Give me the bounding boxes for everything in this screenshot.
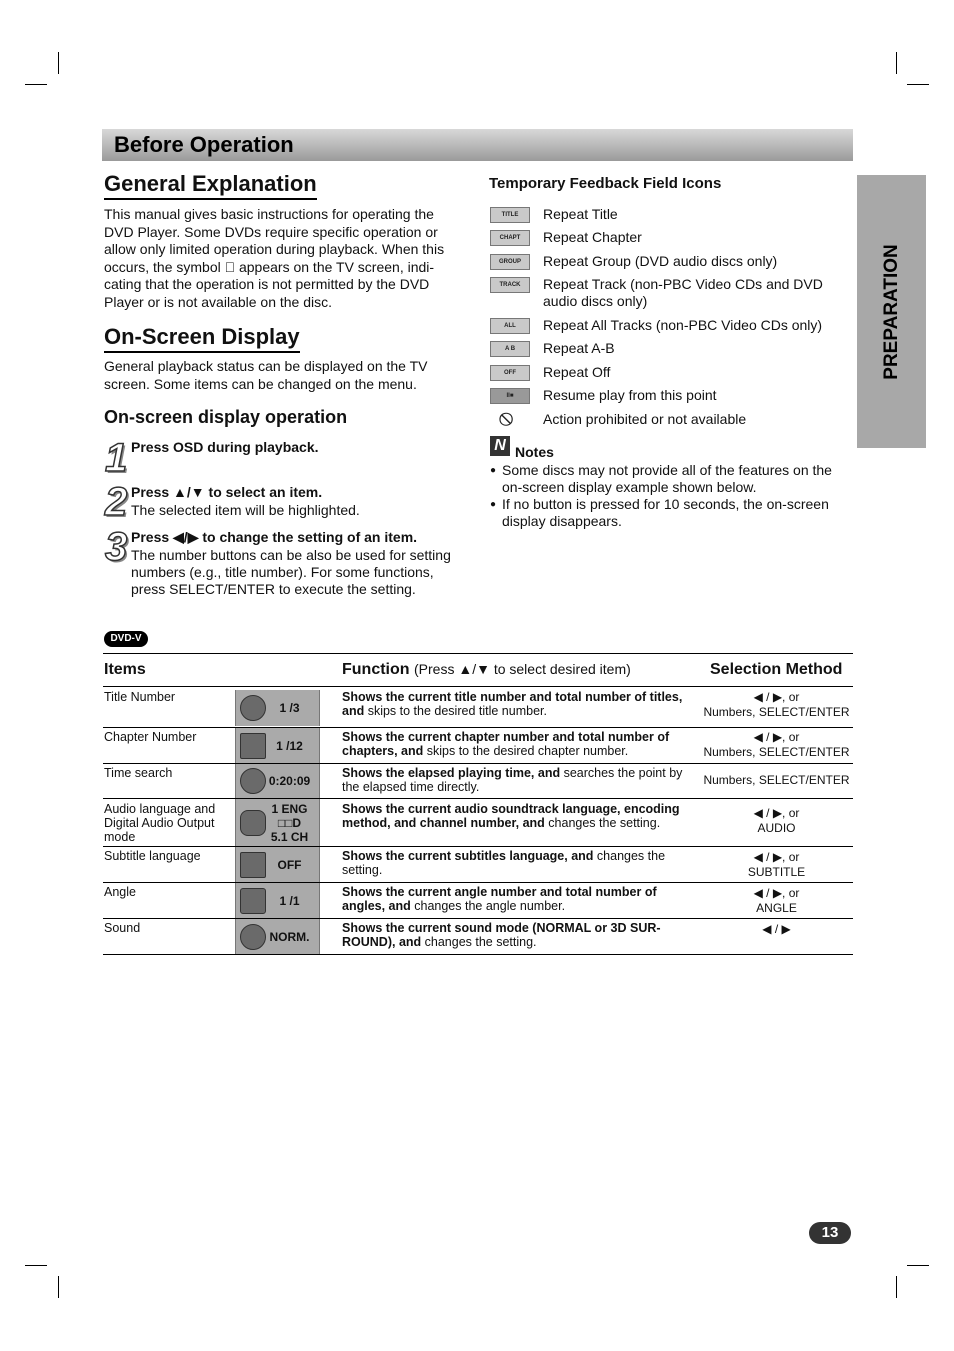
function-bold: Shows the current subtitles language, and [342,849,594,863]
osd-value [264,799,315,846]
table-row-function [342,849,692,878]
step-desc: The selected item will be highlighted. [131,502,360,518]
banner-title: Before Operation [114,132,294,157]
table-row-item: Sound [104,921,141,935]
selection-line1: ◀ / ▶, or [753,730,800,744]
crop-mark [58,52,59,74]
side-tab [857,175,926,448]
step-title: Press OSD during playback. [131,439,319,455]
header-selection: Selection Method [710,661,843,678]
osd-value-text: 1 /12 [276,738,303,753]
function-rest: changes the setting. [421,935,537,950]
selection-line1: ◀ / ▶, or [753,690,800,704]
step-number: 3 [105,525,128,569]
feedback-text: Repeat Title [543,206,618,222]
table-rule [103,798,853,799]
osd-subheading: On-screen display operation [104,407,348,427]
osd-display [235,690,320,726]
table-row-function [342,802,692,831]
selection-line1: ◀ / ▶, or [753,850,800,864]
note-item: ● If no button is pressed for 10 seconds, the on-screen display disappears. [490,496,852,530]
table-rule [103,686,853,687]
selection-line1: ◀ / ▶, or [753,806,800,820]
table-rule [103,763,853,764]
table-row-item: Title Number [104,690,176,704]
general-body: This manual gives basic instructions for operating the DVD Player. Some DVDs require specific operation or allow only limited operation during playback. When this occurs, the symbol ⃠ appears on the TV screen, indi-cating that the operation is not permitted by the DVD Player or is not available on the disc. [104,206,445,310]
feedback-text: Repeat Off [543,364,611,380]
osd-value-text: 0:20:09 [268,774,311,788]
osd-value [264,847,315,882]
table-row-item: Chapter Number [104,730,197,744]
feedback-text: Resume play from this point [543,387,717,403]
crop-mark [896,52,897,74]
osd-value-text: □□D [277,815,302,830]
osd-value [264,690,315,726]
table-rule [103,954,853,955]
function-bold: Shows the current angle number and total number of angles, and [342,885,657,914]
table-row-selection [700,730,853,760]
function-rest: changes the setting. [544,816,661,831]
step-title: Press ▲/▼ to select an item. [131,484,323,500]
step-number: 2 [105,480,128,524]
osd-display [235,799,320,846]
header-function-note: (Press ▲/▼ to select desired item) [414,661,631,677]
osd-value-text: 1 /1 [279,893,300,908]
subtitle-icon [240,852,266,878]
crop-mark [25,1265,47,1266]
repeat-ab-icon: A B [490,341,530,357]
step-desc: The number buttons can be also be used for setting numbers (e.g., title number). For some functions, press SELECT/ENTER to execute the setting. [131,547,451,598]
notes-title: Notes [515,444,554,460]
osd-display [235,764,320,798]
selection-line2: Numbers, SELECT/ENTER [703,705,850,719]
function-rest: skips to the desired title number. [364,704,547,719]
crop-mark [896,1276,897,1298]
title-disc-icon [240,695,266,721]
function-rest: changes the setting. [342,849,666,878]
osd-value-text: 1 /3 [279,701,300,715]
selection-line2: AUDIO [757,821,796,835]
selection-line1: ◀ / ▶, or [753,886,800,900]
table-row-function [342,885,692,914]
function-bold: Shows the current audio soundtrack language, encoding method, and channel number, and [342,802,680,831]
osd-value [264,764,315,798]
table-row-selection [700,773,853,788]
table-row-selection [700,886,853,916]
osd-body: General playback status can be displayed on the TV screen. Some items can be changed on the menu. [104,358,428,392]
repeat-track-icon: TRACK [490,277,530,293]
table-row-item: Time search [104,766,173,780]
repeat-off-icon: OFF [490,365,530,381]
resume-icon: II■ [490,388,530,404]
table-row-selection [700,850,853,880]
step-title: Press ◀/▶ to change the setting of an item. [131,529,418,545]
osd-display [235,919,320,954]
table-rule [103,653,853,654]
side-tab-label: PREPARATION [880,243,902,380]
function-rest: searches the point by the elapsed time directly. [342,766,683,795]
table-row-function [342,766,692,795]
osd-value-text: 5.1 CH [270,829,309,844]
osd-value-text: NORM. [269,929,310,944]
selection-line2: ANGLE [756,901,797,915]
table-row-function [342,690,692,719]
table-rule [103,882,853,883]
function-rest: changes the angle number. [410,899,566,914]
table-row-item: Subtitle language [104,849,201,863]
selection-line2: SUBTITLE [747,865,806,879]
table-row-item: Audio language and Digital Audio Output mode [104,802,216,844]
osd-display [235,847,320,882]
repeat-all-icon: ALL [490,318,530,334]
feedback-text: Repeat Chapter [543,229,642,245]
osd-display [235,883,320,918]
table-row-selection [700,806,853,836]
table-rule [103,846,853,847]
clock-icon [240,768,266,794]
feedback-text: Action prohibited or not available [543,411,747,427]
table-row-selection [700,922,853,937]
crop-mark [58,1276,59,1298]
feedback-text: Repeat Group (DVD audio discs only) [543,253,778,269]
selection-line2: Numbers, SELECT/ENTER [703,773,850,787]
repeat-group-icon: GROUP [490,254,530,270]
osd-value [264,919,315,954]
general-heading: General Explanation [104,171,317,200]
feedback-text: Repeat All Tracks (non-PBC Video CDs only) [543,317,823,333]
table-row-selection [700,690,853,720]
function-bold: Shows the elapsed playing time, and [342,766,561,780]
function-bold: Shows the current sound mode (NORMAL or 3D SUR-ROUND), and [342,921,661,950]
osd-value-text: OFF [277,857,302,872]
chapter-film-icon [240,733,266,759]
selection-line1: ◀ / ▶ [762,922,791,936]
notes-icon: N [490,436,510,456]
headphones-icon [240,810,266,836]
repeat-chapter-icon: CHAPT [490,230,530,246]
table-rule [103,727,853,728]
feedback-heading: Temporary Feedback Field Icons [489,175,722,192]
selection-line2: Numbers, SELECT/ENTER [703,745,850,759]
table-row-function [342,921,692,950]
crop-mark [907,1265,929,1266]
osd-display [235,728,320,763]
crop-mark [25,84,47,85]
table-rule [103,918,853,919]
osd-value [264,728,315,763]
function-rest: skips to the desired chapter number. [423,744,629,759]
osd-value-text: 1 ENG [271,801,308,816]
repeat-title-icon: TITLE [490,207,530,223]
page-number: 13 [809,1222,851,1244]
dvd-v-badge: DVD-V [104,631,148,647]
table-row-function [342,730,692,759]
function-bold: Shows the current chapter number and total number of chapters, and [342,730,670,759]
table-row-item: Angle [104,885,136,899]
header-function [342,661,631,679]
header-items: Items [104,661,146,678]
osd-value [264,883,315,918]
prohibited-icon [490,412,528,426]
feedback-text: Repeat A-B [543,340,615,356]
header-function-label: Function [342,661,410,678]
step-number: 1 [105,436,128,480]
function-bold: Shows the current title number and total number of titles, and [342,690,683,719]
crop-mark [907,84,929,85]
osd-heading: On-Screen Display [104,324,300,353]
section-banner [102,129,853,161]
sound-disc-icon [240,924,266,950]
feedback-text: Repeat Track (non-PBC Video CDs and DVD audio discs only) [543,276,823,309]
camera-angle-icon [240,888,266,914]
note-item: ● Some discs may not provide all of the features on the on-screen display example shown below. [490,462,852,496]
